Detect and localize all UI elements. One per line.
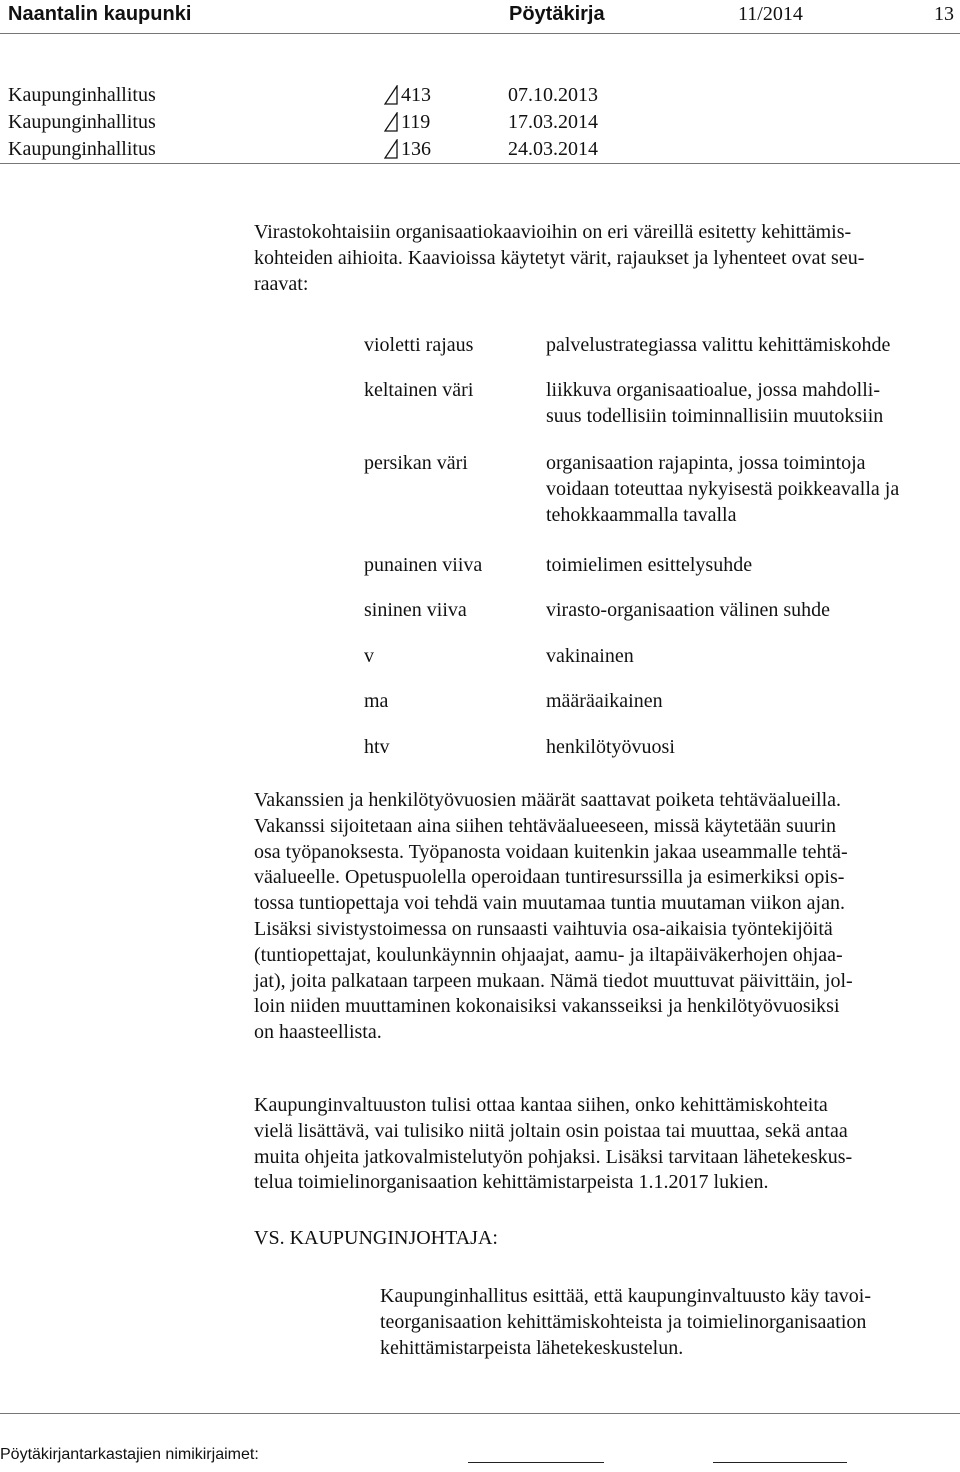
reference-section: 413: [401, 84, 431, 106]
reference-body: Kaupunginhallitus: [8, 111, 156, 133]
legend-definition: määräaikainen: [546, 690, 663, 712]
section-heading: VS. KAUPUNGINJOHTAJA:: [254, 1227, 498, 1249]
vacancy-paragraph: Vakanssien ja henkilötyövuosien määrät saattavat poiketa tehtäväalueilla. Vakanssi sijoitetaan aina siihen tehtäväalueeseen, missä käytetään suurin osa työpanoksesta. Työpanosta voidaan kuitenkin jakaa useammalle tehtä- väalueelle. Opetuspuolella operoidaan tuntiresurssilla ja esimerkiksi opis- tossa tuntiopettaja voi tehdä vain muutamaa tuntia muutaman viikon ajan. Lisäksi sivistystoimessa on runsaasti vaihtuvia osa-aikaisia työntekijöitä (tuntiopettajat, koulunkäynnin ohjaajat, aamu- ja iltapäiväkerhojen ohjaa- jat), joita palkataan tarpeen mukaan. Nämä tiedot muuttuvat päivittäin, jol- loin niiden muuttaminen kokonaisiksi vakansseiksi ja henkilötyövuosiksi on haasteellista.: [254, 789, 853, 1044]
council-paragraph: Kaupunginvaltuuston tulisi ottaa kantaa siihen, onko kehittämiskohteita vielä lisättävä, vai tulisiko niitä joltain osin poistaa tai muuttaa, sekä antaa muita ohjeita jatkovalmistelutyön pohjaksi. Lisäksi tarvitaan lähetekeskus- telua toimielinorganisaation kehittämistarpeista 1.1.2017 lukien.: [254, 1094, 853, 1194]
reference-date: 17.03.2014: [508, 111, 598, 133]
document-number: 11/2014: [738, 3, 803, 25]
legend-term: persikan väri: [364, 452, 468, 474]
footer-label: Pöytäkirjantarkastajien nimikirjaimet:: [0, 1446, 259, 1463]
legend-definition: toimielimen esittelysuhde: [546, 554, 753, 576]
intro-paragraph: Virastokohtaisiin organisaatiokaavioihin on eri väreillä esitetty kehittämis- kohteiden aihioita. Kaavioissa käytetyt värit, rajaukset ja lyhenteet ovat seu- raavat:: [254, 221, 865, 295]
legend-definition: virasto-organisaation välinen suhde: [546, 599, 831, 621]
reference-body: Kaupunginhallitus: [8, 84, 156, 106]
section-marker-icon: [384, 139, 398, 159]
section-marker-icon: [384, 112, 398, 132]
organization-name: Naantalin kaupunki: [8, 3, 192, 25]
legend-term: htv: [364, 736, 390, 758]
reference-section: 119: [401, 111, 431, 133]
legend-term: v: [364, 645, 374, 667]
legend-definition: palvelustrategiassa valittu kehittämiskohde: [546, 334, 891, 356]
legend-definition: henkilötyövuosi: [546, 736, 675, 758]
document-type: Pöytäkirja: [509, 3, 605, 25]
reference-date: 24.03.2014: [508, 138, 598, 160]
section-marker-icon: [384, 85, 398, 105]
reference-rule: [0, 163, 960, 164]
reference-date: 07.10.2013: [508, 84, 598, 106]
legend-term: ma: [364, 690, 389, 712]
page-header: [0, 0, 960, 30]
legend-definition: vakinainen: [546, 645, 634, 667]
reference-section: 136: [401, 138, 431, 160]
signature-line: [713, 1462, 847, 1463]
legend-term: violetti rajaus: [364, 334, 474, 356]
header-rule: [0, 33, 960, 34]
legend-definition: liikkuva organisaatioalue, jossa mahdolli- suus todellisiin toiminnallisiin muutoksiin: [546, 379, 884, 427]
legend-definition: organisaation rajapinta, jossa toimintoja voidaan toteuttaa nykyisestä poikkeavalla ja tehokkaammalla tavalla: [546, 452, 900, 526]
legend-term: sininen viiva: [364, 599, 467, 621]
footer-rule: [0, 1413, 960, 1414]
legend-term: keltainen väri: [364, 379, 474, 401]
reference-body: Kaupunginhallitus: [8, 138, 156, 160]
page-number: 13: [934, 3, 954, 25]
legend-term: punainen viiva: [364, 554, 483, 576]
signature-line: [468, 1462, 604, 1463]
proposal-paragraph: Kaupunginhallitus esittää, että kaupunginvaltuusto käy tavoi- teorganisaation kehittämiskohteista ja toimielinorganisaation kehittämistarpeista lähetekeskustelun.: [380, 1285, 872, 1359]
